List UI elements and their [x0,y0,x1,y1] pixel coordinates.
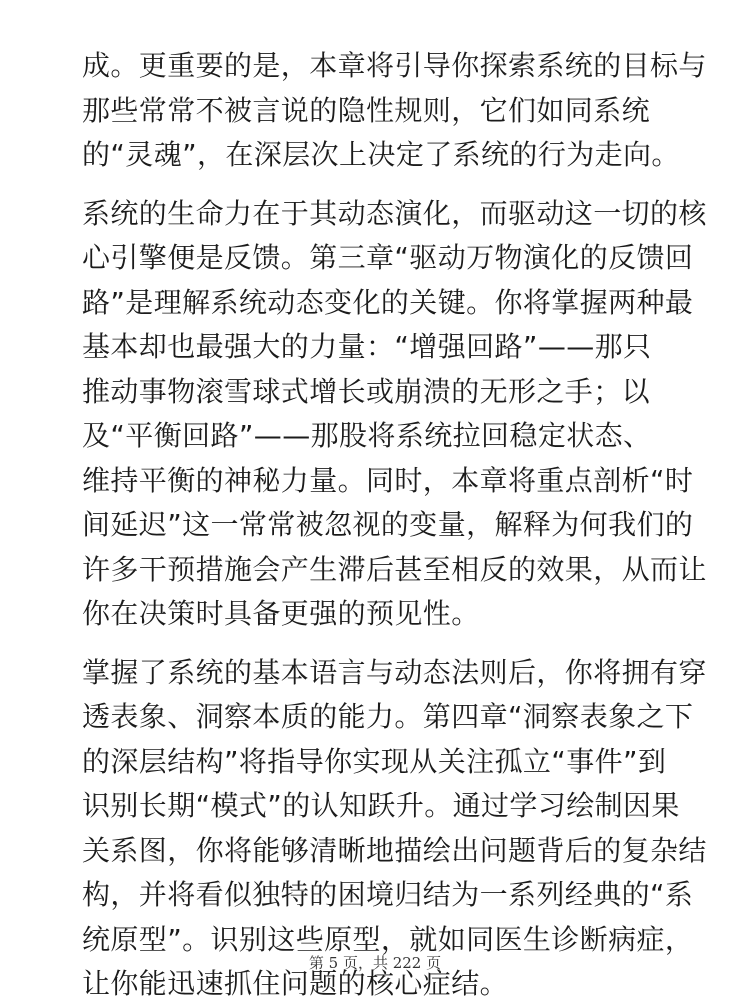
text-line: 路”是理解系统动态变化的关键。你将掌握两种最 [82,285,694,319]
text-line: 你在决策时具备更强的预见性。 [82,597,480,630]
page-number-footer: 第 5 页，共 222 页 [308,954,442,972]
text-line: 的“灵魂”，在深层次上决定了系统的行为走向。 [82,138,680,171]
text-line: 及“平衡回路”——那股将系统拉回稳定状态、 [82,419,652,452]
text-line: 透表象、洞察本质的能力。第四章“洞察表象之下 [82,700,694,733]
text-line: 识别长期“模式”的认知跃升。通过学习绘制因果 [82,789,680,822]
text-line: 掌握了系统的基本语言与动态法则后，你将拥有穿 [82,655,707,689]
text-line: 关系图，你将能够清晰地描绘出问题背后的复杂结 [82,833,707,867]
text-line: 那些常常不被言说的隐性规则，它们如同系统 [82,93,651,127]
text-line: 构，并将看似独特的困境归结为一系列经典的“系 [82,878,694,911]
text-line: 的深层结构”将指导你实现从关注孤立“事件”到 [82,744,667,778]
paragraph-2 [82,192,707,637]
text-line: 推动事物滚雪球式增长或崩溃的无形之手；以 [82,374,651,408]
text-line: 成。更重要的是，本章将引导你探索系统的目标与 [82,49,707,82]
paragraph-3 [82,651,707,1000]
text-line: 维持平衡的神秘力量。同时，本章将重点剖析“时 [82,463,694,497]
text-line: 心引擎便是反馈。第三章“驱动万物演化的反馈回 [82,241,694,274]
text-line: 让你能迅速抓住问题的核心症结。 [82,967,509,1000]
text-line: 间延迟”这一常常被忽视的变量，解释为何我们的 [82,508,694,541]
text-line: 基本却也最强大的力量：“增强回路”——那只 [82,330,652,363]
page-body [82,44,707,1000]
text-line: 许多干预措施会产生滞后甚至相反的效果，从而让 [82,552,707,586]
text-line: 系统的生命力在于其动态演化，而驱动这一切的核 [82,196,707,230]
text-line: 统原型”。识别这些原型，就如同医生诊断病症， [82,922,694,956]
paragraph-1 [82,44,707,178]
